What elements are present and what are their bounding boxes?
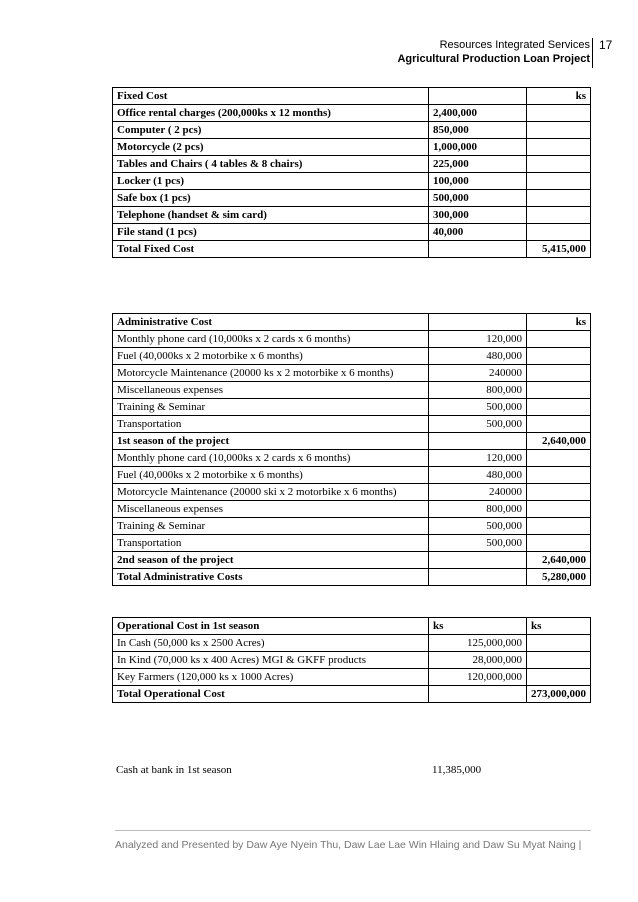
row-total: 273,000,000 [527,686,591,703]
row-label: Monthly phone card (10,000ks x 2 cards x 6 months) [113,450,429,467]
row-total: 2,640,000 [527,433,591,450]
table-row [113,618,591,635]
row-total [527,139,591,156]
row-amount: 120,000,000 [429,669,527,686]
table-row [113,88,591,105]
row-amount [429,552,527,569]
row-amount: 1,000,000 [429,139,527,156]
row-label: Total Fixed Cost [113,241,429,258]
row-total [527,207,591,224]
row-amount: 2,400,000 [429,105,527,122]
table-row [113,552,591,569]
row-amount: 100,000 [429,173,527,190]
table-row [113,105,591,122]
row-total [527,467,591,484]
row-total [527,348,591,365]
row-total: ks [527,88,591,105]
row-label: Telephone (handset & sim card) [113,207,429,224]
row-amount: 240000 [429,484,527,501]
row-amount [429,241,527,258]
row-amount: 500,000 [429,518,527,535]
row-total [527,635,591,652]
row-label: Fuel (40,000ks x 2 motorbike x 6 months) [113,467,429,484]
row-total [527,331,591,348]
row-label: Motorcycle Maintenance (20000 ski x 2 motorbike x 6 months) [113,484,429,501]
row-amount [429,569,527,586]
table-row [113,501,591,518]
row-label: Training & Seminar [113,518,429,535]
table-row [113,652,591,669]
row-total [527,173,591,190]
row-label: Miscellaneous expenses [113,501,429,518]
row-amount: 125,000,000 [429,635,527,652]
table-row [113,382,591,399]
table-row [113,569,591,586]
table-row [113,190,591,207]
row-label: 1st season of the project [113,433,429,450]
table-row [113,467,591,484]
row-label: Fuel (40,000ks x 2 motorbike x 6 months) [113,348,429,365]
row-label: Motorcycle (2 pcs) [113,139,429,156]
operational-cost-table [112,617,591,703]
table-row [113,416,591,433]
row-amount: 500,000 [429,416,527,433]
row-total [527,382,591,399]
table-row [113,207,591,224]
row-label: Miscellaneous expenses [113,382,429,399]
administrative-cost-table [112,313,591,586]
row-label: Fixed Cost [113,88,429,105]
row-amount: 500,000 [429,535,527,552]
table-row [113,484,591,501]
row-total [527,416,591,433]
row-total [527,190,591,207]
cash-at-bank-amount: 11,385,000 [432,764,482,776]
table-row [113,156,591,173]
table-row [113,365,591,382]
table-row [113,122,591,139]
row-amount: ks [429,618,527,635]
row-amount: 40,000 [429,224,527,241]
organization-name: Resources Integrated Services [439,39,590,51]
row-total [527,450,591,467]
row-total [527,399,591,416]
row-total [527,501,591,518]
table-row [113,433,591,450]
page-header [397,38,590,66]
row-label: Transportation [113,535,429,552]
row-total: ks [527,314,591,331]
row-total [527,105,591,122]
row-total [527,365,591,382]
row-total: 5,415,000 [527,241,591,258]
row-amount: 480,000 [429,348,527,365]
row-label: Key Farmers (120,000 ks x 1000 Acres) [113,669,429,686]
cash-at-bank-label: Cash at bank in 1st season [116,764,232,776]
table-row [113,348,591,365]
row-total [527,122,591,139]
table-row [113,241,591,258]
row-amount [429,686,527,703]
row-total [527,669,591,686]
row-label: Computer ( 2 pcs) [113,122,429,139]
table-row [113,518,591,535]
row-total: 2,640,000 [527,552,591,569]
row-total: ks [527,618,591,635]
table-row [113,224,591,241]
row-total [527,224,591,241]
row-label: Total Administrative Costs [113,569,429,586]
row-amount: 300,000 [429,207,527,224]
row-label: Operational Cost in 1st season [113,618,429,635]
row-label: Tables and Chairs ( 4 tables & 8 chairs) [113,156,429,173]
table-row [113,314,591,331]
row-amount [429,314,527,331]
table-row [113,686,591,703]
administrative-cost-body [113,314,591,586]
row-amount: 800,000 [429,501,527,518]
row-amount: 240000 [429,365,527,382]
table-row [113,173,591,190]
fixed-cost-table [112,87,591,258]
row-label: Transportation [113,416,429,433]
row-label: 2nd season of the project [113,552,429,569]
row-amount: 120,000 [429,331,527,348]
row-amount: 120,000 [429,450,527,467]
row-label: Monthly phone card (10,000ks x 2 cards x 6 months) [113,331,429,348]
table-row [113,450,591,467]
row-label: In Kind (70,000 ks x 400 Acres) MGI & GKFF products [113,652,429,669]
row-label: Motorcycle Maintenance (20000 ks x 2 motorbike x 6 months) [113,365,429,382]
row-label: File stand (1 pcs) [113,224,429,241]
row-total [527,652,591,669]
row-amount: 480,000 [429,467,527,484]
row-amount: 500,000 [429,399,527,416]
fixed-cost-body [113,88,591,258]
table-row [113,331,591,348]
table-row [113,635,591,652]
table-row [113,535,591,552]
row-amount [429,433,527,450]
row-label: Administrative Cost [113,314,429,331]
row-total: 5,280,000 [527,569,591,586]
row-total [527,518,591,535]
table-row [113,399,591,416]
row-total [527,535,591,552]
row-total [527,156,591,173]
row-label: Training & Seminar [113,399,429,416]
row-total [527,484,591,501]
row-label: Locker (1 pcs) [113,173,429,190]
row-amount: 225,000 [429,156,527,173]
row-amount: 28,000,000 [429,652,527,669]
row-amount: 850,000 [429,122,527,139]
row-amount [429,88,527,105]
row-amount: 500,000 [429,190,527,207]
row-label: Total Operational Cost [113,686,429,703]
row-label: In Cash (50,000 ks x 2500 Acres) [113,635,429,652]
page-number: 17 [592,38,612,68]
row-amount: 800,000 [429,382,527,399]
page-footer: Analyzed and Presented by Daw Aye Nyein Thu, Daw Lae Lae Win Hlaing and Daw Su Myat Naing | [115,830,591,851]
row-label: Office rental charges (200,000ks x 12 months) [113,105,429,122]
project-name: Agricultural Production Loan Project [397,53,590,65]
row-label: Safe box (1 pcs) [113,190,429,207]
table-row [113,669,591,686]
table-row [113,139,591,156]
operational-cost-body [113,618,591,703]
